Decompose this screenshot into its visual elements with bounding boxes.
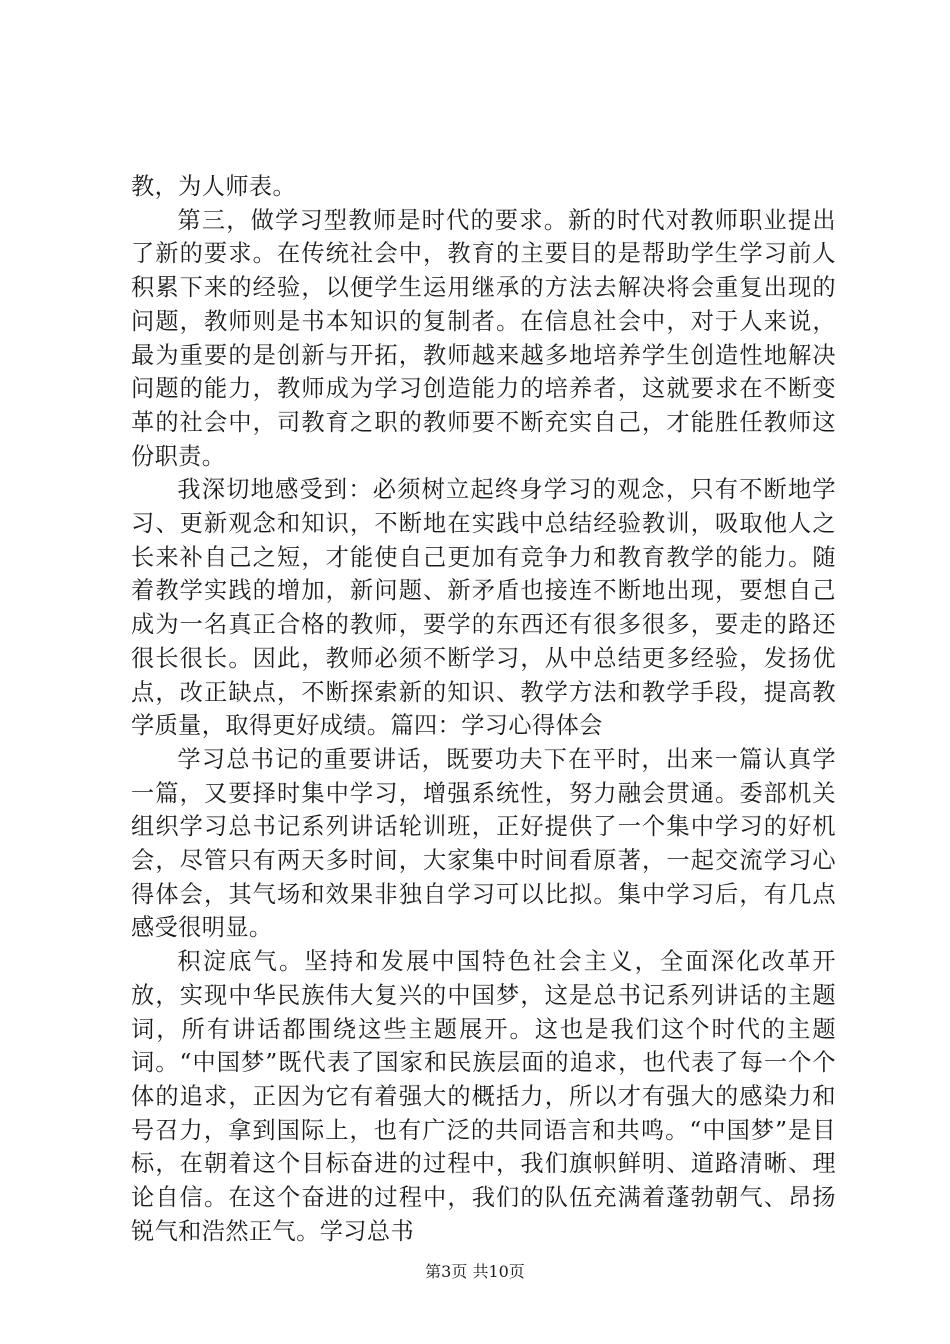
paragraph-3: 我深切地感受到：必须树立起终身学习的观念，只有不断地学习、更新观念和知识，不断地在实践中总结经验教训，吸取他人之长来补自己之短，才能使自己更加有竞争力和教育教学的能力。随着教学实践的增加，新问题、新矛盾也接连不断地出现，要想自己成为一名真正合格的教师，要学的东西还有很多很多，要走的路还很长很长。因此，教师必须不断学习，从中总结更多经验，发扬优点，改正缺点，不断探索新的知识、教学方法和教学手段，提高教学质量，取得更好成绩。篇四：学习心得体会: [131, 476, 836, 740]
paragraph-4: 学习总书记的重要讲话，既要功夫下在平时，出来一篇认真学一篇，又要择时集中学习，增强系统性，努力融会贯通。委部机关组织学习总书记系列讲话轮训班，正好提供了一个集中学习的好机会，尽管只有两天多时间，大家集中时间看原著，一起交流学习心得体会，其气场和效果非独自学习可以比拟。集中学习后，有几点感受很明显。: [131, 745, 836, 942]
paragraph-2: 第三，做学习型教师是时代的要求。新的时代对教师职业提出了新的要求。在传统社会中，教育的主要目的是帮助学生学习前人积累下来的经验，以便学生运用继承的方法去解决将会重复出现的问题，教师则是书本知识的复制者。在信息社会中，对于人来说，最为重要的是创新与开拓，教师越来越多地培养学生创造性地解决问题的能力，教师成为学习创造能力的培养者，这就要求在不断变革的社会中，司教育之职的教师要不断充实自己，才能胜任教师这份职责。: [131, 206, 836, 470]
paragraph-5: 积淀底气。坚持和发展中国特色社会主义，全面深化改革开放，实现中华民族伟大复兴的中国梦，这是总书记系列讲话的主题词，所有讲话都围绕这些主题展开。这也是我们这个时代的主题词。“中国梦”既代表了国家和民族层面的追求，也代表了每一个个体的追求，正因为它有着强大的概括力，所以才有强大的感染力和号召力，拿到国际上，也有广泛的共同语言和共鸣。“中国梦”是目标，在朝着这个目标奋进的过程中，我们旗帜鲜明、道路清晰、理论自信。在这个奋进的过程中，我们的队伍充满着蓬勃朝气、昂扬锐气和浩然正气。学习总书: [131, 948, 836, 1245]
paragraph-1: 教，为人师表。: [131, 173, 297, 200]
document-body: [131, 170, 836, 1249]
page-footer: 第3页 共10页: [425, 1262, 525, 1281]
